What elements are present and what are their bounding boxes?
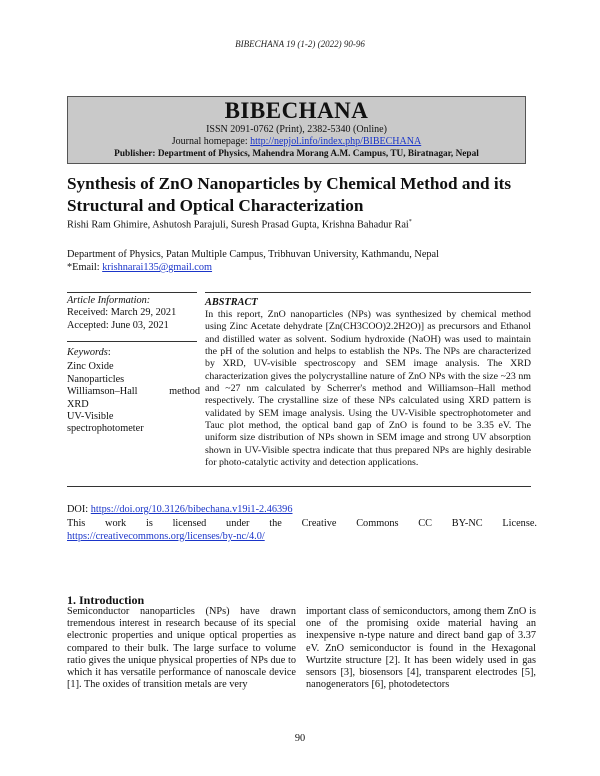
keyword-item: method [169, 386, 200, 398]
keywords-heading [67, 347, 200, 359]
email-link[interactable]: krishnarai135@gmail.com [102, 262, 213, 273]
article-title: Synthesis of ZnO Nanoparticles by Chemical Method and its Structural and Optical Characterization [67, 174, 512, 215]
accepted-date: Accepted: June 03, 2021 [67, 320, 169, 331]
keyword-item-line [67, 386, 200, 398]
corresponding-email [67, 262, 212, 273]
journal-masthead [67, 96, 526, 164]
abstract-heading: ABSTRACT [205, 297, 258, 308]
publisher [68, 148, 525, 160]
license-link[interactable]: https://creativecommons.org/licenses/by-nc/4.0/ [67, 531, 265, 542]
license-word: This [67, 518, 86, 529]
introduction-right-column: important class of semiconductors, among them ZnO is one of the promising oxide material having an inexpensive n-type nature and direct band gap of 3.37 eV. ZnO semiconductor is found in the Hexagonal Wurtzite structure [2]. It has been widely used in gas sensors [3], biosensors [4], transparent electrodes [5], nanogenerators [6], photodetectors [306, 606, 536, 691]
corresponding-author-mark: * [408, 219, 412, 225]
abstract-text: In this report, ZnO nanoparticles (NPs) was synthesized by chemical method using Zinc Acetate dehydrate [Zn(CH3COO)2.2H2O)] as precursors and Ethanol and distilled water as solvent. Sodium hydroxide (NaOH) was used to maintain the pH of the solution and helps to establish the NPs. The NPs are characterized by XRD, UV-visible spectroscopy and SEM image analysis. The XRD characterization gives the polycrystalline nature of ZnO NPs with the size ~23 nm and ~27 nm calculated by Scherrer's method and Williamson–Hall method respectively. The crystalline size of these NPs calculated using XRD pattern is validated by SEM image analysis. Using the UV-Visible spectrophotometer and Tauc plot method, the optical band gap of ZnO is found to be 3.35 eV. The uniform size distribution of NPs shown in SEM image and strong UV absorption shown in UV-Visible spectra indicate that thus prepared NPs are highly desirable for photo-catalytic activity and detection applications. [205, 309, 531, 469]
introduction-left-column: Semiconductor nanoparticles (NPs) have drawn tremendous interest in research because of its special electronic properties and unique optical properties as compared to their bulk. The large surface to volume ratio gives the unique physical properties of NPs due to which it has versatile performance of nanoscale device [1]. The oxides of transition metals are very [67, 606, 296, 691]
publisher-name: Department of Physics, Mahendra Morang A.M. Campus, TU, Biratnagar, Nepal [157, 149, 479, 159]
journal-homepage [68, 136, 525, 148]
license-word: work [105, 518, 127, 529]
license-statement [67, 517, 537, 543]
running-header: BIBECHANA 19 (1-2) (2022) 90-96 [235, 39, 365, 49]
section-heading-introduction: 1. Introduction [67, 593, 145, 607]
keyword-item: UV-Visible [67, 411, 114, 423]
doi [67, 504, 292, 515]
abstract-bottom-rule [67, 486, 531, 487]
received-date: Received: March 29, 2021 [67, 307, 177, 318]
doi-link[interactable]: https://doi.org/10.3126/bibechana.v19i1-2.46396 [90, 504, 293, 515]
keyword-item: Nanoparticles [67, 373, 125, 385]
license-text [67, 517, 537, 530]
author-list [67, 219, 412, 230]
info-mid-rule [67, 341, 197, 342]
page-number: 90 [294, 733, 306, 744]
keywords-block [67, 347, 200, 436]
article-info-label: Article Information: [67, 295, 151, 306]
affiliation: Department of Physics, Patan Multiple Campus, Tribhuvan University, Kathmandu, Nepal [67, 249, 439, 260]
doi-label: DOI: [67, 504, 91, 515]
keywords-label: Keywords [67, 347, 108, 358]
abstract-top-rule [205, 292, 531, 293]
homepage-label: Journal homepage: [171, 136, 251, 147]
license-word: licensed [172, 518, 207, 529]
license-word: is [145, 518, 153, 529]
keyword-item: XRD [67, 398, 89, 410]
license-word: under [226, 518, 250, 529]
keywords-label-suffix: : [107, 347, 111, 358]
journal-name: BIBECHANA [224, 98, 369, 123]
issn: ISSN 2091-0762 (Print), 2382-5340 (Online) [206, 124, 387, 135]
license-word: License. [502, 518, 537, 529]
keyword-item: Zinc Oxide [67, 361, 114, 373]
article-info-block [67, 295, 200, 332]
info-top-rule [67, 292, 197, 293]
email-label: *Email: [67, 262, 103, 273]
authors: Rishi Ram Ghimire, Ashutosh Parajuli, Suresh Prasad Gupta, Krishna Bahadur Rai [67, 219, 409, 231]
publisher-label: Publisher: [114, 149, 158, 159]
keyword-item: spectrophotometer [67, 423, 144, 435]
license-word: CC [418, 518, 433, 529]
license-word: BY-NC [451, 518, 483, 529]
license-word: Creative [301, 518, 337, 529]
keyword-item: Williamson–Hall [67, 386, 138, 398]
license-word: the [269, 518, 282, 529]
license-word: Commons [356, 518, 399, 529]
homepage-link[interactable]: http://nepjol.info/index.php/BIBECHANA [250, 136, 422, 147]
